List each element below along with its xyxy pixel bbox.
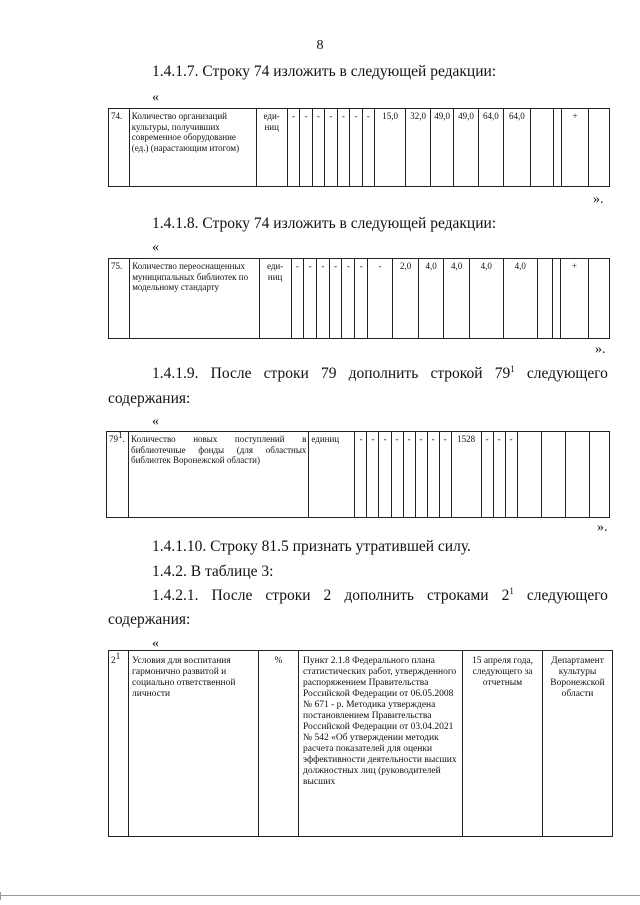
- dash-cell: -: [493, 432, 505, 518]
- dash-cell: -: [415, 432, 427, 518]
- dash-cell: -: [367, 432, 379, 518]
- empty-cell: [589, 432, 609, 518]
- page-number: 8: [316, 38, 324, 53]
- indicator-name: Условия для воспитания гармонично развитой и социально ответственной личности: [129, 651, 259, 837]
- extra-cell: [553, 109, 561, 187]
- extra-cell: [537, 259, 552, 339]
- indicator-name: Количество переоснащенных муниципальных библиотек по модельному стандарту: [130, 259, 259, 339]
- extra-cell: [588, 259, 609, 339]
- close-quote: ».: [595, 342, 606, 357]
- close-quote: ».: [597, 520, 608, 535]
- dash-cell: -: [317, 259, 330, 339]
- extra-cell: [552, 259, 560, 339]
- empty-cell: [517, 432, 541, 518]
- dash-cell: -: [367, 259, 392, 339]
- row-number: [107, 432, 129, 518]
- value-cell: 4,0: [418, 259, 443, 339]
- dash-cell: -: [291, 259, 304, 339]
- value-cell: 4,0: [469, 259, 503, 339]
- indicator-name: Количество новых поступлений в библиотечные фонды (для областных библиотек Воронежской области): [129, 432, 309, 518]
- word: дополнить: [348, 365, 419, 382]
- dash-cell: -: [379, 432, 391, 518]
- plus-cell: +: [561, 259, 589, 339]
- table3-row-2-1: [108, 650, 613, 837]
- responsible-cell: Департамент культуры Воронежской области: [543, 651, 613, 837]
- row-number: 74.: [109, 109, 130, 187]
- word: строки: [263, 365, 309, 382]
- indicator-name: Количество организаций культуры, получивших современное оборудование (ед.) (нарастающим итогом): [129, 109, 256, 187]
- dash-cell: -: [312, 109, 324, 187]
- value-cell: 49,0: [431, 109, 454, 187]
- unit-cell: единиц: [309, 432, 355, 518]
- value-cell: 49,0: [454, 109, 479, 187]
- paragraph-1-4-1-9: [152, 364, 608, 384]
- dash-cell: -: [304, 259, 317, 339]
- value-cell: 4,0: [444, 259, 469, 339]
- scan-edge-mark: [0, 892, 1, 900]
- dash-cell: -: [362, 109, 374, 187]
- word: После: [210, 365, 252, 382]
- paragraph-1-4-2: 1.4.2. В таблице 3:: [152, 563, 274, 580]
- open-quote: «: [152, 90, 159, 105]
- word: 1.4.1.9.: [152, 365, 199, 382]
- word: 1.4.2.1.: [152, 587, 199, 604]
- dash-cell: -: [337, 109, 349, 187]
- row-number-dot: .: [122, 434, 125, 444]
- dash-cell: -: [325, 109, 337, 187]
- unit-cell: еди-ниц: [256, 109, 287, 187]
- row-number-text: 2: [111, 656, 116, 667]
- empty-cell: [541, 432, 565, 518]
- word: 2: [323, 587, 332, 604]
- table-row-79-1: [106, 431, 610, 518]
- dash-cell: -: [481, 432, 493, 518]
- word: строки: [265, 587, 311, 604]
- row-number-text: 79: [109, 434, 118, 444]
- dash-cell: -: [427, 432, 439, 518]
- word: следующего: [526, 365, 608, 382]
- value-cell: 4,0: [503, 259, 537, 339]
- footer-rule: [0, 895, 640, 896]
- source-cell: Пункт 2.1.8 Федерального плана статистических работ, утвержденного распоряжением Правительства Российской Федерации от 06.05.2008 № 671 - р. Методика утверждена постановлением Правительства Российской Федерации от 03.04.2021 № 542 «Об утверждении методик расчета показателей для оценки эффективности деятельности высших должностных лиц (руководителей высших: [299, 651, 463, 837]
- value-cell: 2,0: [393, 259, 418, 339]
- value-cell: 64,0: [503, 109, 530, 187]
- close-quote: ».: [593, 192, 604, 207]
- dash-cell: -: [355, 259, 368, 339]
- row-number-sup: 1: [115, 651, 121, 661]
- empty-cell: [565, 432, 589, 518]
- open-quote: «: [152, 636, 159, 651]
- open-quote: «: [152, 240, 159, 255]
- paragraph-line-2: содержания:: [108, 390, 191, 407]
- word: следующего: [526, 587, 608, 604]
- row-number-sup: 1: [118, 431, 123, 440]
- word: После: [211, 587, 253, 604]
- unit-cell: еди-ниц: [259, 259, 291, 339]
- value-cell: 1528: [451, 432, 481, 518]
- value-cell: 64,0: [478, 109, 503, 187]
- paragraph-1-4-1-8: 1.4.1.8. Строку 74 изложить в следующей редакции:: [152, 215, 497, 232]
- word: 79: [320, 365, 337, 382]
- value-cell: 15,0: [375, 109, 406, 187]
- deadline-cell: 15 апреля года, следующего за отчетным: [463, 651, 543, 837]
- row-number: [109, 651, 129, 837]
- paragraph-1-4-1-7: 1.4.1.7. Строку 74 изложить в следующей редакции:: [152, 63, 497, 80]
- dash-cell: -: [342, 259, 355, 339]
- dash-cell: -: [439, 432, 451, 518]
- paragraph-line-2: содержания:: [108, 611, 191, 628]
- dash-cell: -: [355, 432, 367, 518]
- value-cell: 32,0: [406, 109, 431, 187]
- row-number: 75.: [109, 259, 130, 339]
- dash-cell: -: [403, 432, 415, 518]
- paragraph-1-4-1-10: 1.4.1.10. Строку 81.5 признать утратившей силу.: [152, 538, 471, 555]
- extra-cell: [530, 109, 553, 187]
- word: [502, 586, 514, 606]
- word: [495, 364, 515, 384]
- word: строками: [426, 587, 489, 604]
- dash-cell: -: [350, 109, 362, 187]
- extra-cell: [589, 109, 610, 187]
- word: дополнить: [344, 587, 414, 604]
- row-ref-sup: 1: [510, 363, 515, 374]
- word: строкой: [430, 365, 483, 382]
- open-quote: «: [152, 414, 159, 429]
- row-ref: 79: [494, 365, 511, 382]
- dash-cell: -: [391, 432, 403, 518]
- plus-cell: +: [562, 109, 589, 187]
- dash-cell: -: [505, 432, 517, 518]
- dash-cell: -: [300, 109, 312, 187]
- row-ref: 2: [501, 587, 510, 604]
- table-row-75: [108, 258, 610, 339]
- table-row-74: [108, 108, 610, 187]
- dash-cell: -: [329, 259, 342, 339]
- unit-cell: %: [259, 651, 299, 837]
- paragraph-1-4-2-1: [152, 586, 608, 606]
- dash-cell: -: [287, 109, 299, 187]
- row-ref-sup: 1: [509, 585, 514, 596]
